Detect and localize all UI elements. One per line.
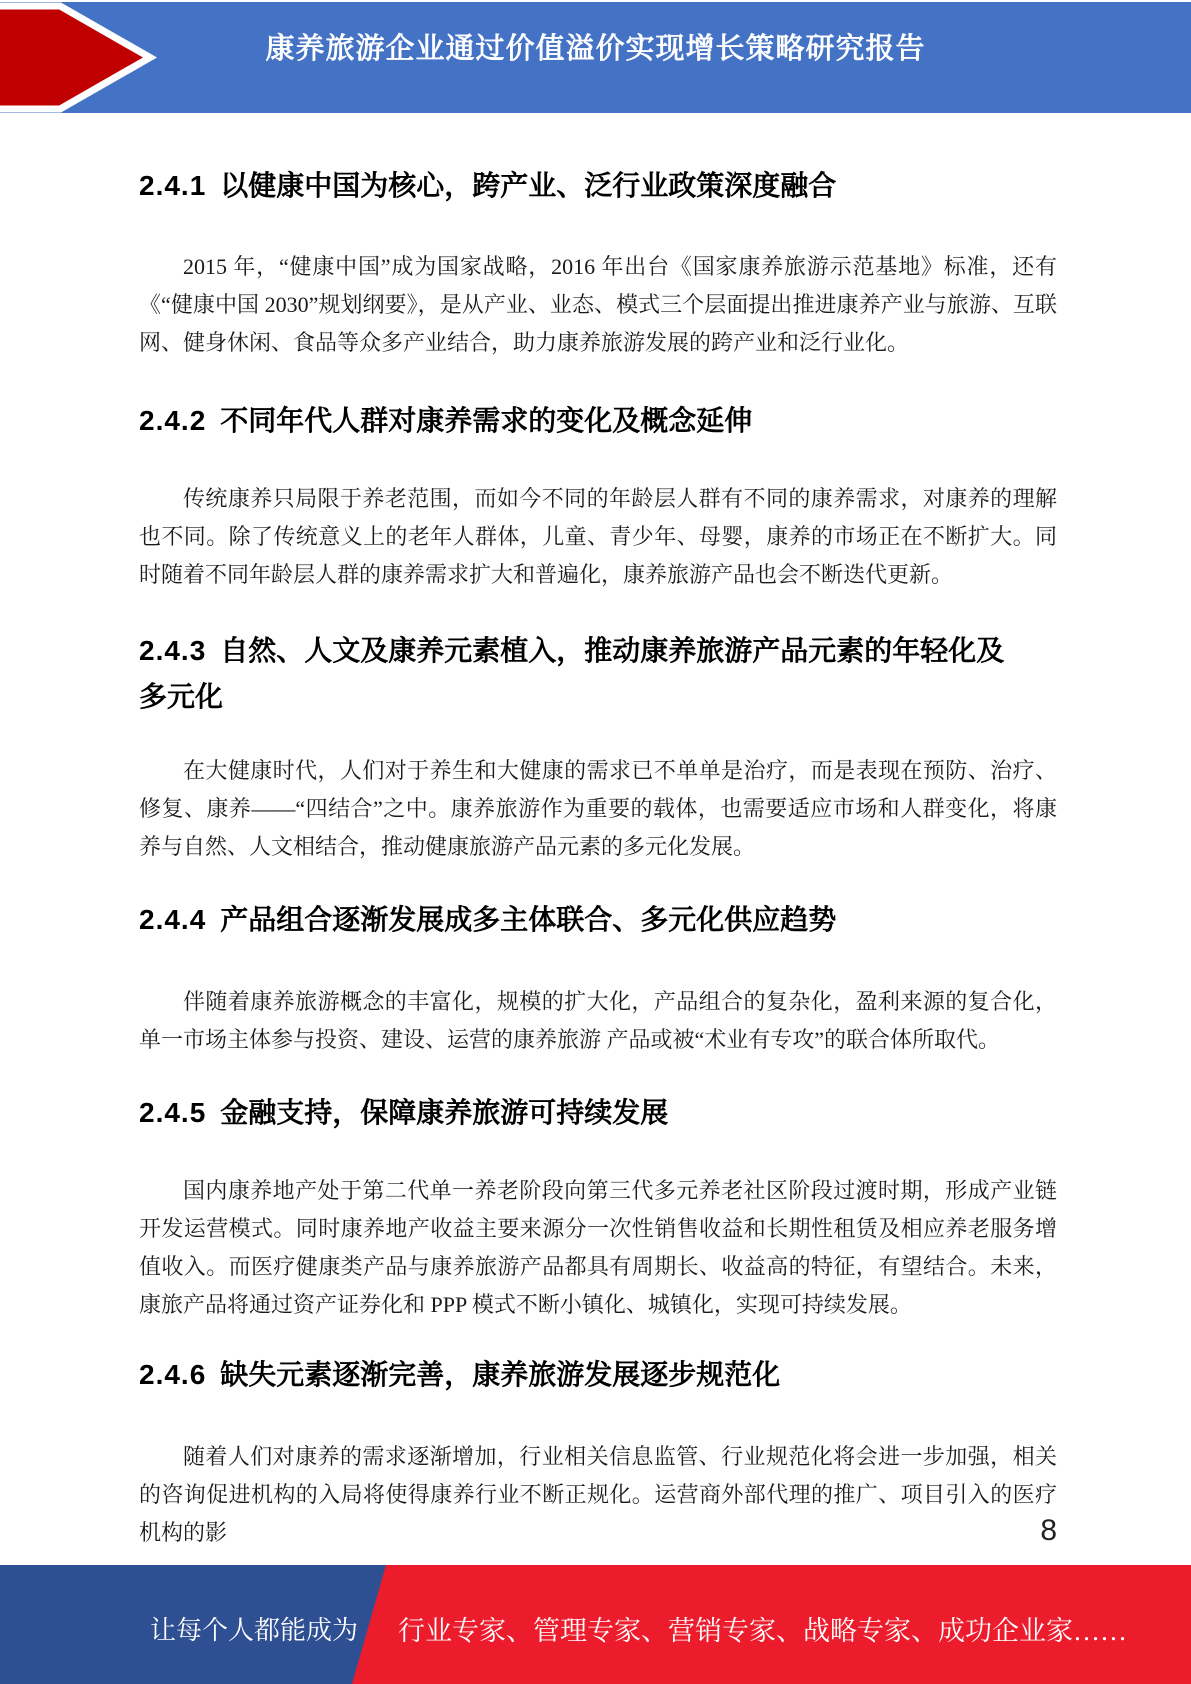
section-title: 产品组合逐渐发展成多主体联合、多元化供应趋势	[220, 904, 837, 935]
section-number: 2.4.3	[139, 635, 207, 666]
section-number: 2.4.1	[139, 170, 207, 201]
section-2-4-6-heading	[139, 1352, 1019, 1398]
report-title: 康养旅游企业通过价值溢价实现增长策略研究报告	[265, 33, 926, 65]
section-2-4-5-heading	[139, 1090, 1019, 1136]
section-2-4-1-paragraph: 2015 年，“健康中国”成为国家战略，2016 年出台《国家康养旅游示范基地》标准，还有《“健康中国 2030”规划纲要》，是从产业、业态、模式三个层面提出推进康养产业与旅游、互联网、健身休闲、食品等众多产业结合，助力康养旅游发展的跨产业和泛行业化。	[139, 254, 1057, 355]
section-2-4-2-paragraph: 传统康养只局限于养老范围，而如今不同的年龄层人群有不同的康养需求，对康养的理解也不同。除了传统意义上的老年人群体，儿童、青少年、母婴，康养的市场正在不断扩大。同时随着不同年龄层人群的康养需求扩大和普遍化，康养旅游产品也会不断迭代更新。	[139, 486, 1057, 587]
section-title: 自然、人文及康养元素植入，推动康养旅游产品元素的年轻化及多元化	[139, 635, 1005, 712]
footer-band	[0, 1565, 1191, 1684]
section-2-4-3-heading	[139, 628, 1019, 720]
header-band	[0, 2, 1191, 113]
section-2-4-4-paragraph: 伴随着康养旅游概念的丰富化，规模的扩大化，产品组合的复杂化，盈利来源的复合化，单一市场主体参与投资、建设、运营的康养旅游 产品或被“术业有专攻”的联合体所取代。	[139, 989, 1057, 1052]
section-title: 以健康中国为核心，跨产业、泛行业政策深度融合	[220, 170, 837, 201]
section-number: 2.4.4	[139, 904, 207, 935]
section-2-4-3-paragraph: 在大健康时代，人们对于养生和大健康的需求已不单单是治疗，而是表现在预防、治疗、修复、康养——“四结合”之中。康养旅游作为重要的载体，也需要适应市场和人群变化，将康养与自然、人文相结合，推动健康旅游产品元素的多元化发展。	[139, 758, 1057, 859]
footer-left-tagline: 让每个人都能成为	[149, 1616, 358, 1645]
page-number: 8	[1040, 1514, 1057, 1547]
section-2-4-6-paragraph: 随着人们对康养的需求逐渐增加，行业相关信息监管、行业规范化将会进一步加强，相关的咨询促进机构的入局将使得康养行业不断正规化。运营商外部代理的推广、项目引入的医疗机构的影	[139, 1444, 1057, 1545]
section-number: 2.4.2	[139, 405, 207, 436]
section-number: 2.4.5	[139, 1097, 207, 1128]
footer-right-tagline: 行业专家、管理专家、营销专家、战略专家、成功企业家……	[398, 1616, 1127, 1646]
section-title: 不同年代人群对康养需求的变化及概念延伸	[220, 405, 753, 436]
section-number: 2.4.6	[139, 1359, 207, 1390]
section-2-4-5-paragraph: 国内康养地产处于第二代单一养老阶段向第三代多元养老社区阶段过渡时期，形成产业链开发运营模式。同时康养地产收益主要来源分一次性销售收益和长期性租赁及相应养老服务增值收入。而医疗健康类产品与康养旅游产品都具有周期长、收益高的特征，有望结合。未来，康旅产品将通过资产证券化和 PPP 模式不断小镇化、城镇化，实现可持续发展。	[139, 1178, 1057, 1317]
section-2-4-2-heading	[139, 398, 1019, 444]
section-2-4-1-heading	[139, 163, 1019, 209]
section-title: 金融支持，保障康养旅游可持续发展	[220, 1097, 669, 1128]
section-2-4-4-heading	[139, 897, 1019, 943]
section-title: 缺失元素逐渐完善，康养旅游发展逐步规范化	[220, 1359, 781, 1390]
